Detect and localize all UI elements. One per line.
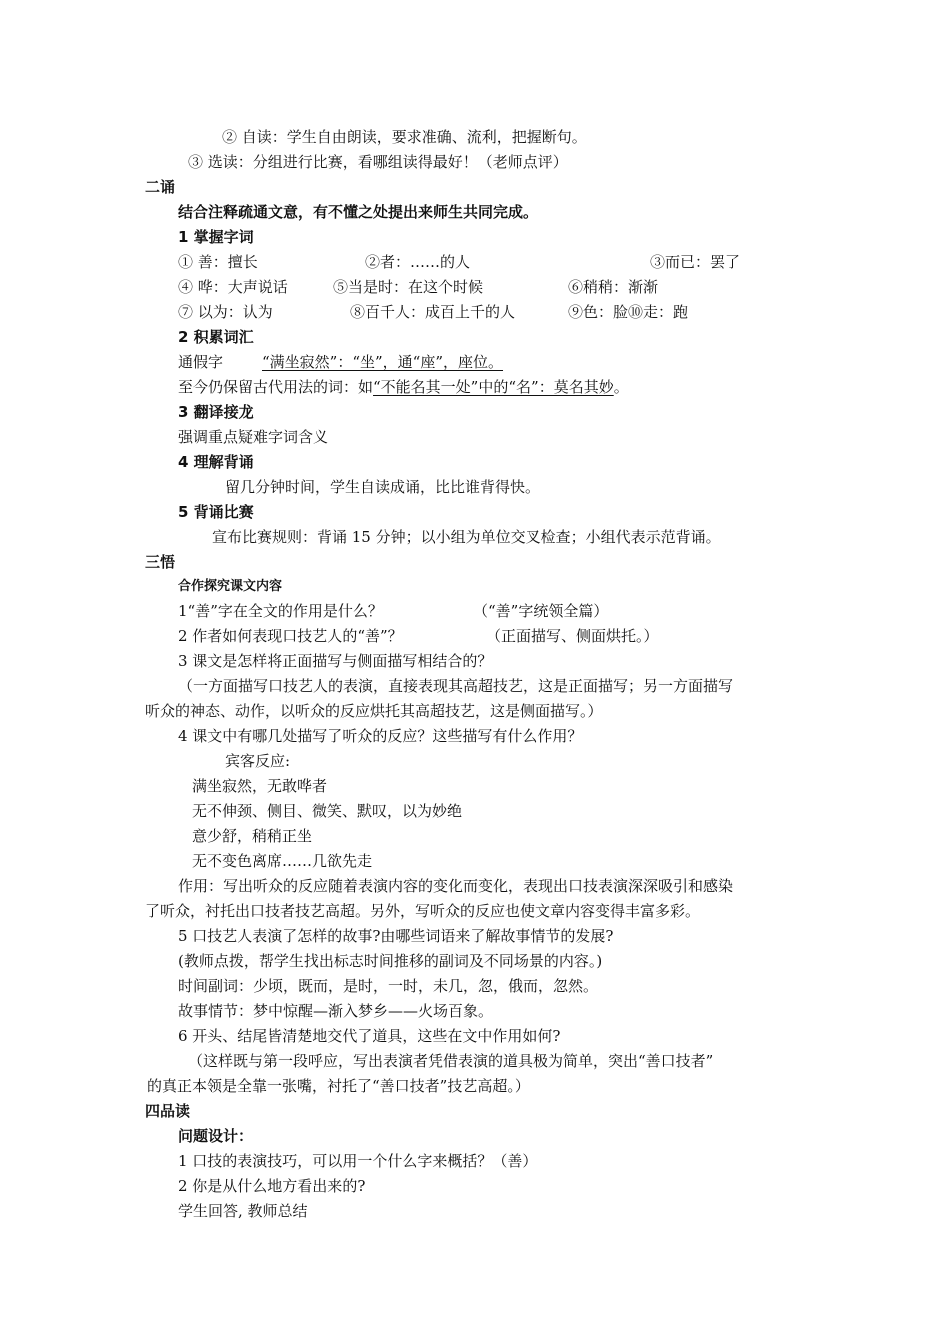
- question-3: 3 课文是怎样将正面描写与侧面描写相结合的？: [178, 652, 493, 670]
- answer-1: （“善”字统领全篇）: [473, 602, 609, 620]
- intro-item-2: ② 自读：学生自由朗读，要求准确、流利，把握断句。: [222, 128, 587, 146]
- section2-lead: 结合注释疏通文意，有不懂之处提出来师生共同完成。: [178, 203, 539, 221]
- vocab-item: ④ 哗：大声说话: [178, 278, 288, 296]
- section-heading-3: 三悟: [145, 553, 176, 571]
- guest-reaction-4: 无不变色离席……几欲先走: [192, 852, 373, 870]
- answer-6-line-1: （这样既与第一段呼应，写出表演者凭借表演的道具极为简单，突出“善口技者”: [188, 1052, 714, 1070]
- vocab-item: ① 善：擅长: [178, 253, 258, 271]
- section3-subtitle: 合作探究课文内容: [178, 579, 283, 594]
- question-2: 2 作者如何表现口技艺人的“善”？: [178, 627, 403, 645]
- guest-reaction-1: 满坐寂然，无敢哗者: [192, 777, 328, 795]
- guest-reaction-2: 无不伸颈、侧目、微笑、默叹，以为妙绝: [192, 802, 463, 820]
- answer-3-line-2: 听众的神态、动作，以听众的反应烘托其高超技艺，这是侧面描写。）: [145, 702, 603, 720]
- vocab-item: ⑥稍稍：渐渐: [568, 278, 659, 296]
- gudai-value: “不能名其一处”中的“名”：莫名其妙: [373, 378, 614, 396]
- section2-text-5: 宣布比赛规则：背诵 15 分钟；以小组为单位交叉检查；小组代表示范背诵。: [212, 528, 721, 546]
- vocab-item: ②者：……的人: [365, 253, 471, 271]
- section-heading-2: 二诵: [145, 178, 176, 196]
- section2-subtitle-4: 4 理解背诵: [178, 453, 254, 471]
- answer-5: (教师点拨，帮学生找出标志时间推移的副词及不同场景的内容。): [178, 952, 603, 970]
- vocab-item: ⑨色：脸⑩走：跑: [568, 303, 689, 321]
- section4-subtitle: 问题设计：: [178, 1127, 254, 1145]
- section-heading-4: 四品读: [145, 1102, 191, 1120]
- vocab-item: ⑧百千人：成百上千的人: [350, 303, 516, 321]
- section2-subtitle-3: 3 翻译接龙: [178, 403, 254, 421]
- question-5: 5 口技艺人表演了怎样的故事?由哪些词语来了解故事情节的发展?: [178, 927, 614, 945]
- section2-text-4: 留几分钟时间，学生自读成诵，比比谁背得快。: [225, 478, 541, 496]
- answer-6-line-2: 的真正本领是全靠一张嘴，衬托了“善口技者”技艺高超。）: [147, 1077, 530, 1095]
- question-1: 1“善”字在全文的作用是什么？: [178, 602, 383, 620]
- vocab-item: ⑦ 以为：认为: [178, 303, 273, 321]
- effect-line-2: 了听众，衬托出口技者技艺高超。另外，写听众的反应也使文章内容变得丰富多彩。: [145, 902, 701, 920]
- section2-subtitle-5: 5 背诵比赛: [178, 503, 254, 521]
- guest-reaction-label: 宾客反应:: [225, 752, 291, 770]
- section2-subtitle-2: 2 积累词汇: [178, 328, 254, 346]
- tongjia-label: 通假字: [178, 353, 224, 371]
- intro-item-3: ③ 选读：分组进行比赛，看哪组读得最好！（老师点评）: [188, 153, 568, 171]
- answer-2: （正面描写、侧面烘托。）: [486, 627, 659, 645]
- section4-summary: 学生回答, 教师总结: [178, 1202, 308, 1220]
- guest-reaction-3: 意少舒，稍稍正坐: [192, 827, 313, 845]
- effect-line-1: 作用：写出听众的反应随着表演内容的变化而变化，表现出口技表演深深吸引和感染: [178, 877, 734, 895]
- tongjia-value: “满坐寂然”：“坐”，通“座”，座位。: [262, 353, 504, 371]
- vocab-item: ⑤当是时：在这个时候: [333, 278, 484, 296]
- vocab-item: ③而已：罢了: [650, 253, 741, 271]
- answer-3-line-1: （一方面描写口技艺人的表演，直接表现其高超技艺，这是正面描写；另一方面描写: [178, 677, 734, 695]
- section4-question-2: 2 你是从什么地方看出来的?: [178, 1177, 366, 1195]
- question-6: 6 开头、结尾皆清楚地交代了道具，这些在文中作用如何?: [178, 1027, 561, 1045]
- section4-question-1: 1 口技的表演技巧，可以用一个什么字来概括？（善）: [178, 1152, 538, 1170]
- gudai-suffix: 。: [613, 378, 629, 396]
- question-4: 4 课文中有哪几处描写了听众的反应？这些描写有什么作用？: [178, 727, 583, 745]
- section2-text-3: 强调重点疑难字词含义: [178, 428, 329, 446]
- gudai-line: [178, 377, 629, 397]
- time-words: 时间副词：少顷，既而，是时，一时，未几，忽，俄而，忽然。: [178, 977, 599, 995]
- section2-subtitle-1: 1 掌握字词: [178, 228, 254, 246]
- plot-line: 故事情节：梦中惊醒—渐入梦乡——火场百象。: [178, 1002, 494, 1020]
- gudai-prefix: 至今仍保留古代用法的词：如: [178, 378, 374, 396]
